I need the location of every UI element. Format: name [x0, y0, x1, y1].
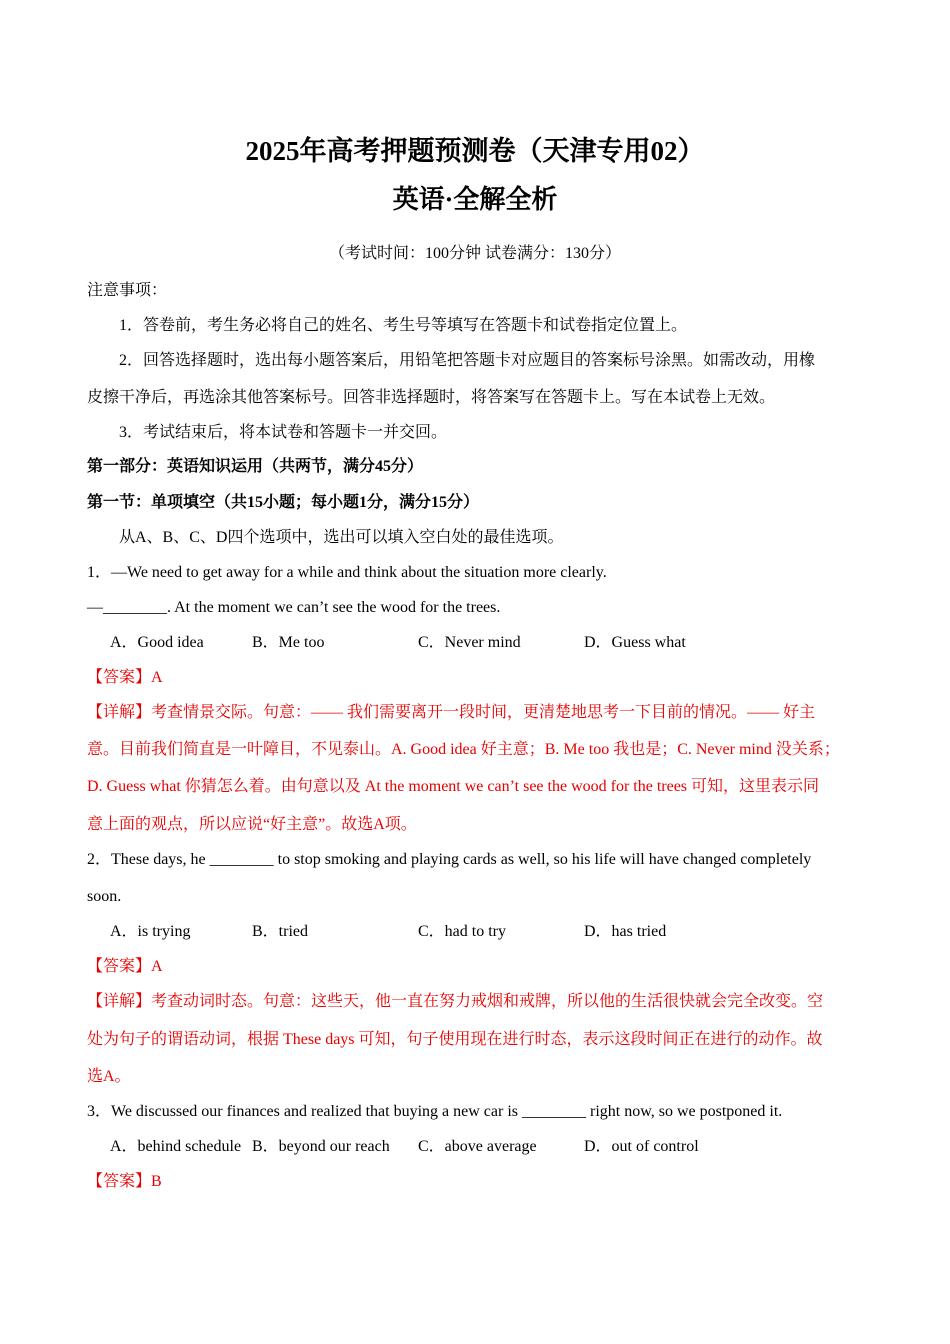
q1-option-d: D．Guess what: [584, 634, 686, 651]
q2-answer: 【答案】A: [87, 958, 163, 975]
q2-option-d: D．has tried: [584, 923, 667, 940]
note-item-3: 3．考试结束后，将本试卷和答题卡一并交回。: [119, 424, 448, 441]
q1-explain-line-4: 意上面的观点，所以应说“好主意”。故选A项。: [87, 816, 417, 833]
section-1-heading: 第一节：单项填空（共15小题；每小题1分，满分15分）: [87, 494, 480, 511]
q1-stem-line-2: —________. At the moment we can’t see the wood for the trees.: [87, 599, 501, 616]
q1-explain-line-1: 【详解】考查情景交际。句意：—— 我们需要离开一段时间，更清楚地思考一下目前的情况。—— 好主: [87, 704, 816, 721]
section-instruction: 从A、B、C、D四个选项中，选出可以填入空白处的最佳选项。: [119, 529, 564, 546]
q1-answer: 【答案】A: [87, 669, 163, 686]
q3-option-c: C．above average: [418, 1138, 537, 1155]
q1-explain-line-3: D. Guess what 你猜怎么着。由句意以及 At the moment we can’t see the wood for the trees 可知，这里表示同: [87, 778, 820, 795]
q2-option-a: A．is trying: [110, 923, 191, 940]
q2-option-b: B．tried: [252, 923, 308, 940]
note-item-2-line-1: 2．回答选择题时，选出每小题答案后，用铅笔把答题卡对应题目的答案标号涂黑。如需改动，用橡: [119, 352, 816, 369]
q2-explain-line-1: 【详解】考查动词时态。句意：这些天，他一直在努力戒烟和戒牌，所以他的生活很快就会完全改变。空: [87, 993, 824, 1010]
q2-explain-line-2: 处为句子的谓语动词，根据 These days 可知，句子使用现在进行时态，表示这段时间正在进行的动作。故: [87, 1031, 823, 1048]
q1-option-a: A．Good idea: [110, 634, 204, 651]
q1-option-c: C．Never mind: [418, 634, 521, 651]
part-1-heading: 第一部分：英语知识运用（共两节，满分45分）: [87, 458, 424, 475]
q1-explain-line-2: 意。目前我们简直是一叶障目，不见泰山。A. Good idea 好主意；B. Me too 我也是；C. Never mind 没关系；: [87, 741, 840, 758]
q1-option-b: B．Me too: [252, 634, 325, 651]
q2-stem-line-1: 2．These days, he ________ to stop smoking and playing cards as well, so his life will have changed completely: [87, 851, 812, 868]
note-item-2-line-2: 皮擦干净后，再选涂其他答案标号。回答非选择题时，将答案写在答题卡上。写在本试卷上无效。: [87, 389, 776, 406]
q2-stem-line-2: soon.: [87, 888, 122, 905]
exam-subtitle: 英语·全解全析: [392, 185, 558, 214]
q3-option-d: D．out of control: [584, 1138, 699, 1155]
q3-option-a: A．behind schedule: [110, 1138, 242, 1155]
q1-stem-line-1: 1．—We need to get away for a while and think about the situation more clearly.: [87, 564, 607, 581]
q2-explain-line-3: 选A。: [87, 1068, 131, 1085]
note-item-1: 1．答卷前，考生务必将自己的姓名、考生号等填写在答题卡和试卷指定位置上。: [119, 317, 688, 334]
notes-heading: 注意事项：: [87, 282, 168, 299]
q3-option-b: B．beyond our reach: [252, 1138, 390, 1155]
q2-option-c: C．had to try: [418, 923, 506, 940]
q3-answer: 【答案】B: [87, 1173, 162, 1190]
exam-title: 2025年高考押题预测卷（天津专用02）: [245, 136, 705, 166]
exam-info: （考试时间：100分钟 试卷满分：130分）: [328, 245, 621, 262]
q3-stem-line-1: 3．We discussed our finances and realized that buying a new car is ________ right now, so we postponed it.: [87, 1103, 783, 1120]
